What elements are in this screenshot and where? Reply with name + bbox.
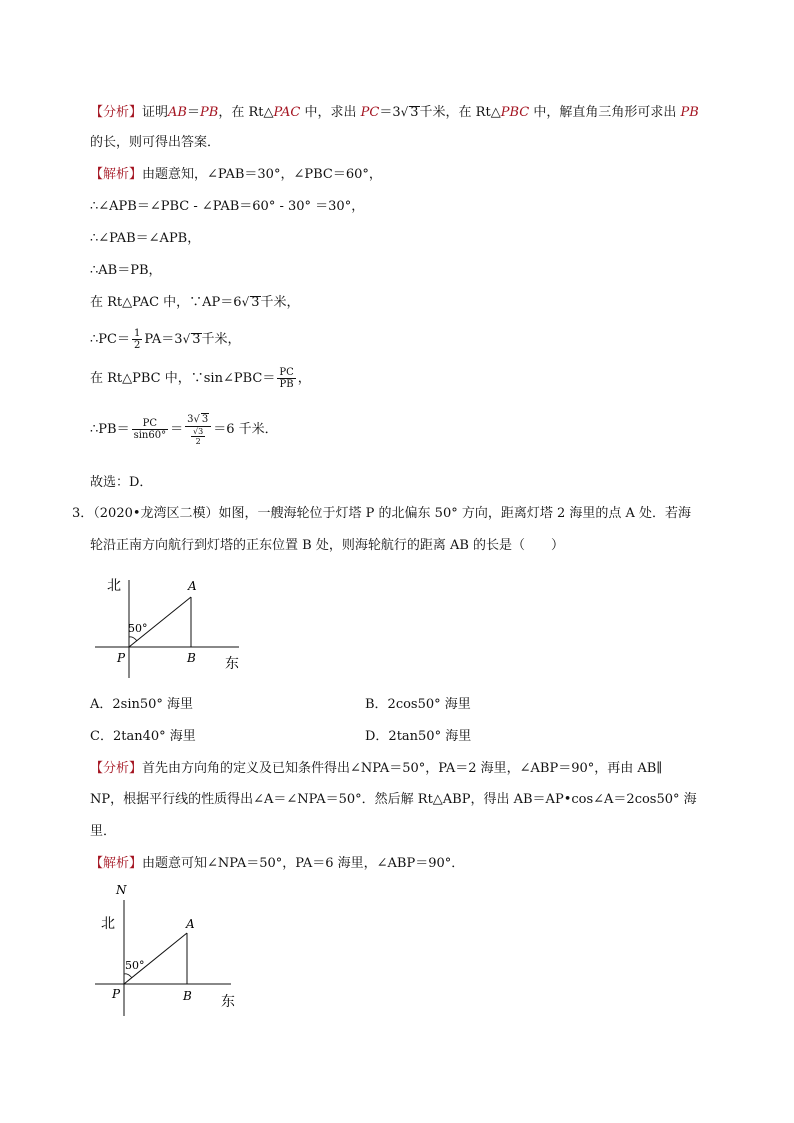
solution-1-line-3: ∴∠PAB＝∠APB， — [90, 231, 201, 246]
option-b: B．2cos50° 海里 — [365, 697, 471, 712]
angle-arc — [124, 974, 132, 978]
question-3-figure — [95, 570, 255, 682]
point-p-label: P — [117, 651, 126, 665]
north-label: 北 — [107, 578, 121, 594]
east-label: 东 — [225, 656, 239, 672]
east-label: 东 — [221, 994, 235, 1010]
question-3-line-2: 轮沿正南方向航行到灯塔的正东位置 B 处，则海轮航行的距离 AB 的长是（ ） — [90, 538, 565, 553]
solution-1-line-6: ∴PC＝ $\frac{1}{2}$ PA＝3√ 3千米， — [90, 328, 241, 351]
point-b-label: B — [183, 989, 192, 1003]
n-label: N — [116, 883, 127, 897]
point-a-label: A — [186, 917, 195, 931]
solution-1-line-5: 在 Rt△PAC 中，∵AP＝6√ 3千米， — [90, 295, 300, 310]
solution-3-line-1: 【解析】由题意可知∠NPA＝50°，PA＝6 海里，∠ABP＝90°． — [90, 856, 465, 871]
analysis-3-line-3: 里． — [90, 824, 117, 839]
fraction-pc-pb: $\frac{PC}{PB}$ — [279, 367, 294, 390]
analysis-1-line-1: 【分析】证明AB＝PB，在 Rt△PAC 中，求出 PC＝3√ 3千米，在 Rt△PBC 中，解直角三角形可求出 PB — [90, 105, 699, 120]
analysis-3-line-1: 【分析】首先由方向角的定义及已知条件得出∠NPA＝50°，PA＝2 海里，∠ABP＝90°，再由 AB∥ — [90, 761, 663, 776]
option-a: A．2sin50° 海里 — [90, 697, 194, 712]
solution-1-line-1: 【解析】由题意知，∠PAB＝30°，∠PBC＝60°， — [90, 167, 382, 182]
point-b-label: B — [187, 651, 196, 665]
point-p-label: P — [112, 987, 121, 1001]
solution-1-line-8: ∴PB＝ $\frac{PC}{\sin 60^\circ}$ ＝ $\frac{3√ 3}{\frac{√3}{2}}$ ＝6 千米． — [90, 414, 278, 446]
point-a-label: A — [188, 579, 197, 593]
analysis-label: 【分析】 — [90, 105, 143, 120]
question-3-line-1: 3．（2020•龙湾区二模）如图，一艘海轮位于灯塔 P 的北偏东 50° 方向，距离灯塔 2 海里的点 A 处．若海 — [72, 506, 692, 521]
analysis-label: 【分析】 — [90, 761, 143, 776]
solution-figure — [95, 880, 255, 1020]
solution-1-line-7: 在 Rt△PBC 中，∵sin∠PBC＝ $\frac{PC}{PB}$ ， — [90, 367, 311, 390]
angle-arc — [129, 637, 137, 641]
solution-1-choose: 故选：D． — [90, 475, 153, 490]
fraction-one-half: $\frac{1}{2}$ — [133, 328, 141, 351]
fraction-pc-sin60: $\frac{PC}{\sin 60^\circ}$ — [133, 418, 167, 441]
option-c: C．2tan40° 海里 — [90, 729, 196, 744]
solution-1-line-4: ∴AB＝PB， — [90, 263, 162, 278]
angle-label: 50° — [128, 622, 148, 635]
solution-label: 【解析】 — [90, 167, 143, 182]
solution-label: 【解析】 — [90, 856, 143, 871]
solution-1-line-2: ∴∠APB＝∠PBC - ∠PAB＝60° - 30° ＝30°， — [90, 199, 365, 214]
analysis-1-line-2: 的长，则可得出答案． — [90, 135, 221, 150]
analysis-3-line-2: NP，根据平行线的性质得出∠A＝∠NPA＝50°．然后解 Rt△ABP，得出 AB＝AP•cos∠A＝2cos50° 海 — [90, 792, 697, 807]
north-label: 北 — [101, 916, 115, 932]
option-d: D．2tan50° 海里 — [365, 729, 472, 744]
fraction-3root3-over-root3-2: $\frac{3√ 3}{\frac{√3}{2}}$ — [185, 413, 211, 446]
angle-label: 50° — [125, 959, 145, 972]
